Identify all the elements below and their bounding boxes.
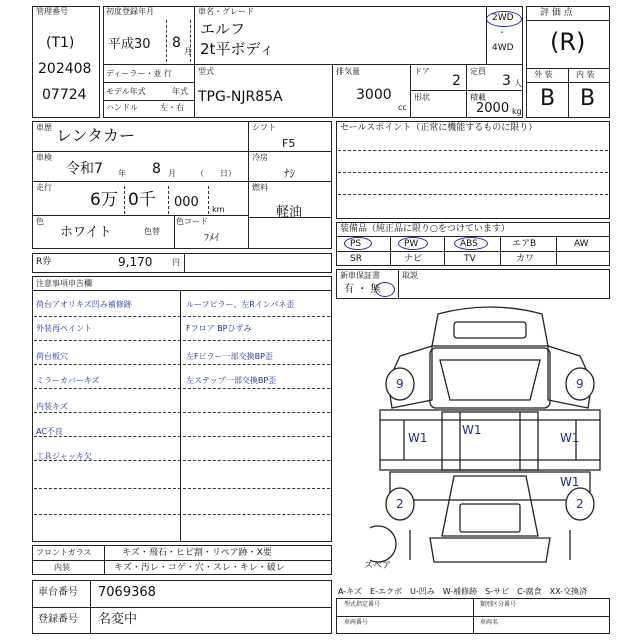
warranty-label: 新車保証書 (340, 271, 380, 280)
color-value: ホワイト (60, 225, 112, 240)
note-left-1: 荷台アオリキズ凹み補修跡 (36, 300, 132, 309)
history-value: レンタカー (56, 126, 135, 145)
note-left-4: ミラーカバーキズ (36, 376, 100, 385)
mgmt-line1: (T1) (46, 35, 75, 51)
inspection-day: （ 日） (196, 169, 236, 178)
note-right-2: Fフロア BPひずみ (186, 324, 252, 333)
warranty-value: 有 ・ 無 (344, 284, 381, 295)
inspection-month-unit: 月 (168, 169, 176, 178)
equipment-label: 装備品（純正品に限り○をつけています） (340, 224, 510, 234)
chassis-label: 車台番号 (38, 587, 78, 598)
ac-value: ﾅｼ (284, 167, 295, 180)
front-glass-label: フロントガラス (36, 548, 92, 557)
doors-value: 2 (452, 73, 461, 89)
grade-value: (R) (550, 28, 586, 56)
inspection-month: 8 (152, 161, 161, 177)
reg-number-value: 名変中 (98, 612, 138, 627)
fuel-value: 軽油 (276, 205, 303, 220)
shift-label: シフト (252, 123, 276, 132)
shift-value: F5 (282, 137, 296, 150)
recycle-value: 9,170 (118, 255, 153, 269)
mileage-rest: 000 (174, 195, 199, 210)
drive-4wd: 4WD (492, 43, 514, 53)
equip-tv: TV (464, 254, 476, 264)
diag-mark-fr: 9 (576, 377, 584, 391)
note-right-3: 左Fビラー一部交換BP歪 (186, 352, 273, 361)
note-left-7: 工具ジャッキ欠 (36, 452, 92, 461)
inspection-era: 令和7 (66, 161, 103, 177)
diag-mark-rl: 2 (396, 497, 404, 511)
fuel-label: 燃料 (252, 183, 268, 192)
load-value: 2000 (476, 101, 510, 116)
diag-mark-w1-left: W1 (408, 431, 428, 445)
diag-mark-fl: 9 (396, 377, 404, 391)
handle-label: ハンドル (106, 103, 138, 112)
interior-label: 内装 (54, 563, 70, 572)
first-reg-era: 平成30 (108, 37, 151, 52)
legend: A-キズ E-エクボ U-凹み W-補修跡 S-サビ C-腐食 XX-交換済 (338, 587, 588, 596)
shape-label: 形状 (414, 93, 430, 102)
color-code: ﾌﾒｲ (204, 233, 219, 244)
inspection-year-unit: 年 (118, 169, 126, 178)
model-year-label: モデル年式 (106, 87, 146, 96)
displacement-label: 排気量 (336, 67, 360, 76)
sales-points-box (336, 121, 610, 219)
grade-ext-label: 外 装 (534, 70, 553, 79)
grade-label: 評 価 点 (540, 8, 573, 18)
diag-mark-w1-center: W1 (462, 423, 482, 437)
diag-mark-w1-rear: W1 (560, 475, 580, 489)
footer-l2: 類別区分番号 (480, 601, 517, 608)
load-label: 積載 (470, 93, 486, 102)
drive-2wd: 2WD (492, 13, 514, 23)
note-left-2: 外装再ペイント (36, 324, 92, 333)
front-glass-value: キズ・飛石・ヒビ割・リペア跡・X要 (122, 548, 272, 558)
type-value: TPG-NJR85A (198, 89, 283, 105)
color-label: 色 (36, 217, 44, 226)
mileage-sen: 0千 (128, 190, 156, 210)
first-reg-month-unit: 月 (184, 47, 192, 56)
recycle-box (32, 253, 332, 273)
equip-pw: PW (404, 239, 419, 249)
capacity-value: 3 (502, 73, 511, 89)
note-right-1: ルーフピラー、左Rインパネ歪 (186, 300, 295, 309)
book-label: 取説 (402, 271, 418, 280)
diag-mark-rr: 2 (576, 497, 584, 511)
diag-spare: スペア (364, 561, 392, 571)
mileage-label: 走行 (36, 183, 52, 192)
car-name: エルフ (200, 20, 246, 38)
displacement-unit: cc (398, 103, 407, 112)
model-year-unit: 年式 (172, 87, 188, 96)
warranty-none-circle (375, 282, 395, 297)
mileage-unit: km (212, 205, 225, 214)
mgmt-label: 管理番号 (36, 7, 68, 16)
grade-int-label: 内 装 (576, 70, 595, 79)
sales-points-label: セールスポイント（正常に機能するものに限り） (340, 123, 538, 133)
color-code-label: 色コード (176, 217, 208, 226)
note-left-5: 内装キズ (36, 402, 68, 411)
first-reg-month: 8 (172, 35, 181, 51)
car-name-label: 車名・グレード (198, 7, 254, 16)
equip-sr: SR (350, 254, 362, 264)
note-left-6: AC不良 (36, 427, 63, 436)
reg-number-label: 登録番号 (38, 614, 78, 625)
interior-value: キズ・汚レ・コゲ・穴・スレ・キレ・破レ (114, 563, 285, 573)
color-tone-label: 色替 (144, 227, 160, 236)
type-label: 型式 (198, 67, 214, 76)
dealer-label: ディーラー・並 行 (106, 69, 172, 78)
load-unit: kg (512, 107, 522, 116)
notes-label: 注意事項申告欄 (36, 279, 92, 288)
displacement-value: 3000 (356, 87, 392, 103)
capacity-unit: 人 (514, 79, 522, 88)
equip-navi: ナビ (404, 254, 423, 264)
equip-abs: ABS (460, 239, 478, 249)
mileage-man: 6万 (90, 190, 118, 210)
equip-leather: カワ (516, 254, 535, 264)
drive-dot: ・ (498, 28, 506, 37)
capacity-label: 定員 (470, 67, 486, 76)
inspection-label: 車検 (36, 153, 52, 162)
chassis-value: 7069368 (98, 585, 156, 600)
doors-label: ドア (414, 67, 430, 76)
diag-mark-w1-right: W1 (560, 431, 580, 445)
history-label: 車歴 (36, 123, 52, 132)
equip-aw: AW (574, 239, 589, 249)
equip-ps: PS (350, 239, 362, 249)
mgmt-line2: 202408 (38, 61, 92, 77)
grade-ext: B (540, 86, 556, 111)
note-left-3: 荷台板穴 (36, 352, 68, 361)
handle-value: 左・右 (160, 103, 184, 112)
grade-int: B (580, 86, 596, 111)
mgmt-line3: 07724 (42, 87, 87, 103)
footer-l3: 車両番号 (344, 619, 369, 626)
recycle-label: R券 (36, 257, 52, 267)
footer-l4: 車両名 (480, 619, 499, 626)
footer-l1: 型式指定番号 (344, 601, 381, 608)
recycle-unit: 円 (172, 258, 180, 267)
note-right-4: 左ステップ一部交換BP歪 (186, 376, 277, 385)
ac-label: 冷房 (252, 153, 268, 162)
equip-airbag: エアB (512, 239, 537, 249)
car-grade: 2t平ボディ (200, 40, 275, 58)
first-reg-label: 初度登録年月 (106, 7, 154, 16)
